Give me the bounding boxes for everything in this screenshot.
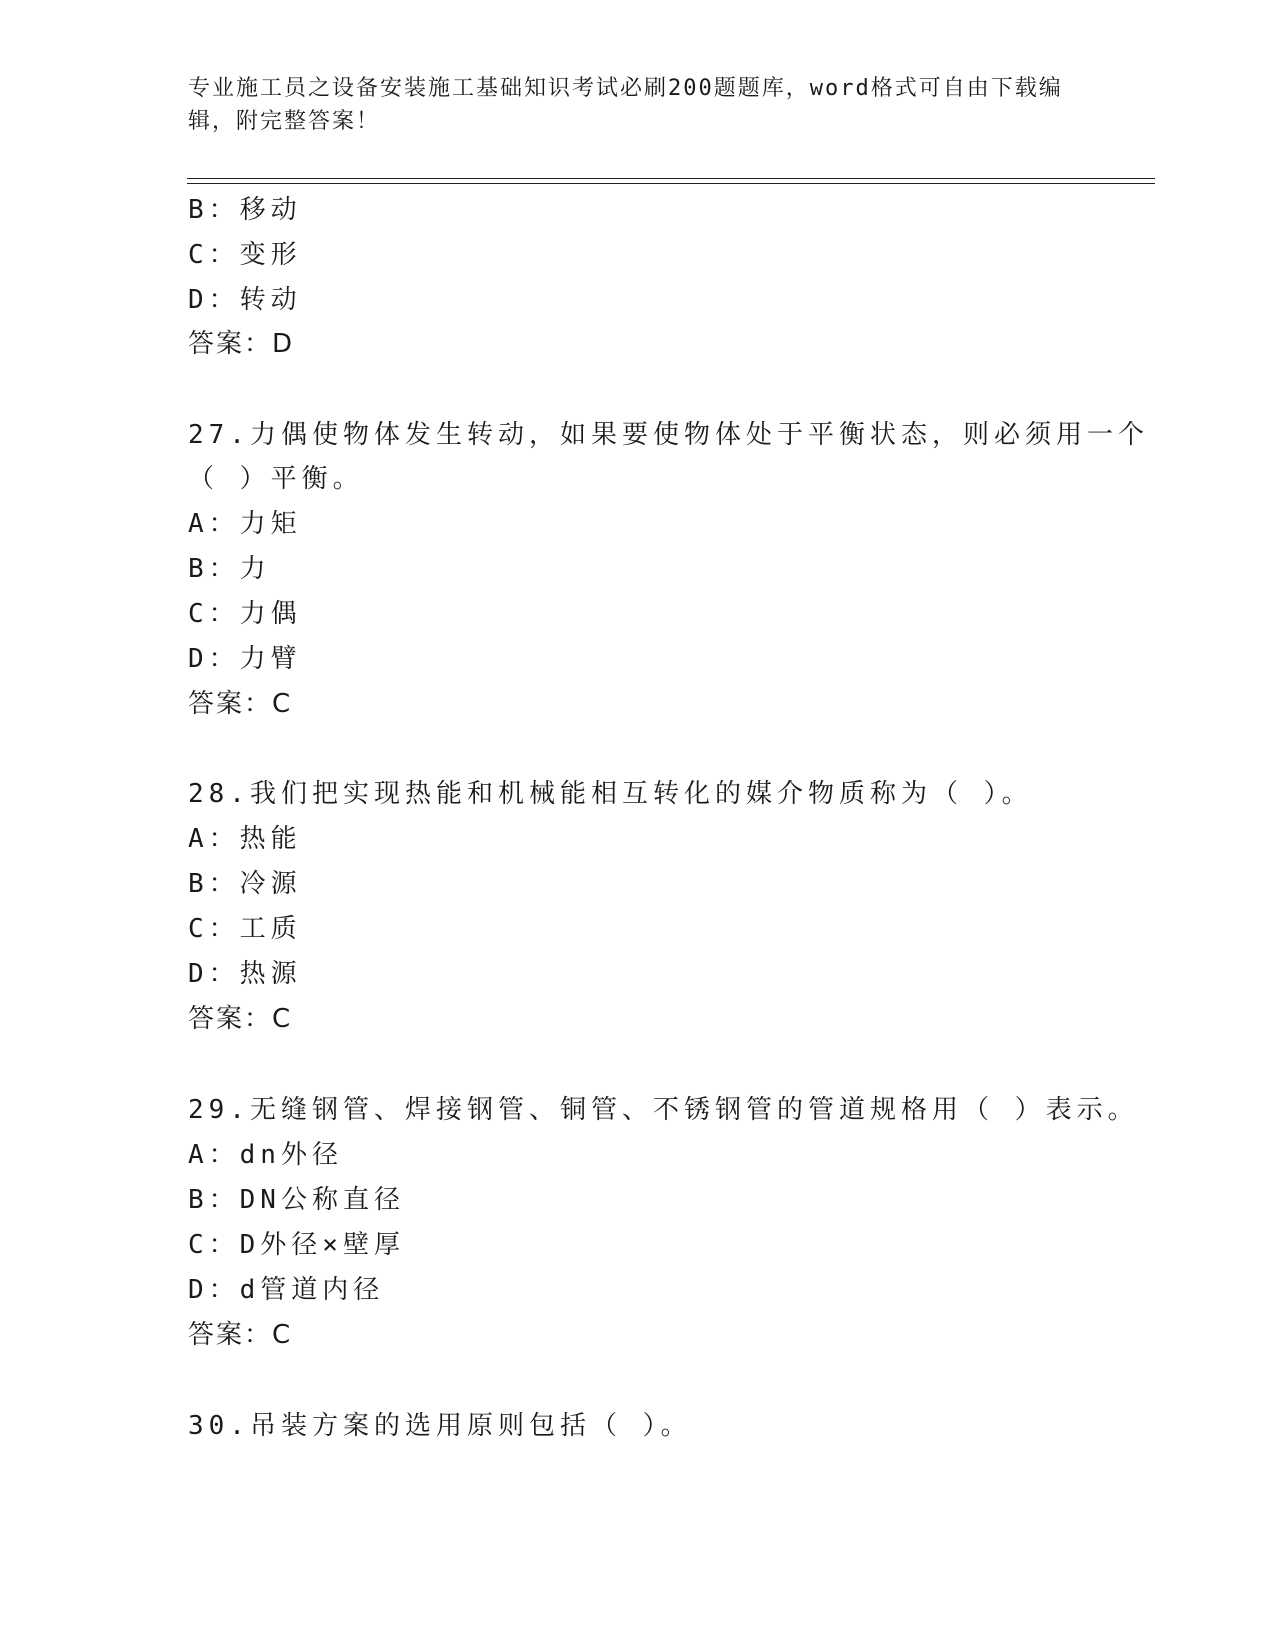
q28-option-c: C：工质 <box>188 914 302 944</box>
q27-answer: 答案：C <box>188 689 293 719</box>
q28-option-a: A：热能 <box>188 824 302 854</box>
q29-option-b: B：DN公称直径 <box>188 1185 405 1215</box>
q28-option-d: D：热源 <box>188 959 302 989</box>
header-divider-top <box>187 178 1155 179</box>
q26-option-b: B：移动 <box>188 195 302 225</box>
q27-option-a: A：力矩 <box>188 509 302 539</box>
header-divider-bottom <box>187 183 1155 184</box>
document-header <box>188 72 1088 138</box>
q27-option-c: C：力偶 <box>188 599 302 629</box>
q27-option-d: D：力臂 <box>188 644 302 674</box>
q29-option-a: A：dn外径 <box>188 1140 343 1170</box>
q29-answer: 答案：C <box>188 1320 293 1350</box>
q26-option-d: D：转动 <box>188 285 302 315</box>
document-title: 专业施工员之设备安装施工基础知识考试必刷200题题库，word格式可自由下载编辑，附完整答案！ <box>188 76 1063 134</box>
q28-option-b: B：冷源 <box>188 869 302 899</box>
q29-option-d: D：d管道内径 <box>188 1275 385 1305</box>
q28-answer: 答案：C <box>188 1004 293 1034</box>
q26-answer: 答案：D <box>188 329 295 359</box>
q27-option-b: B：力 <box>188 554 271 584</box>
q28-stem: 28.我们把实现热能和机械能相互转化的媒介物质称为（ ）。 <box>188 779 1033 809</box>
q27-stem-line1: 27.力偶使物体发生转动，如果要使物体处于平衡状态，则必须用一个 <box>188 420 1149 450</box>
q29-option-c: C：D外径×壁厚 <box>188 1230 405 1260</box>
q30-stem: 30.吊装方案的选用原则包括（ ）。 <box>188 1411 692 1441</box>
q27-stem-line2: （ ）平衡。 <box>188 464 364 494</box>
q29-stem: 29.无缝钢管、焊接钢管、铜管、不锈钢管的管道规格用（ ）表示。 <box>188 1095 1139 1125</box>
q26-option-c: C：变形 <box>188 240 302 270</box>
